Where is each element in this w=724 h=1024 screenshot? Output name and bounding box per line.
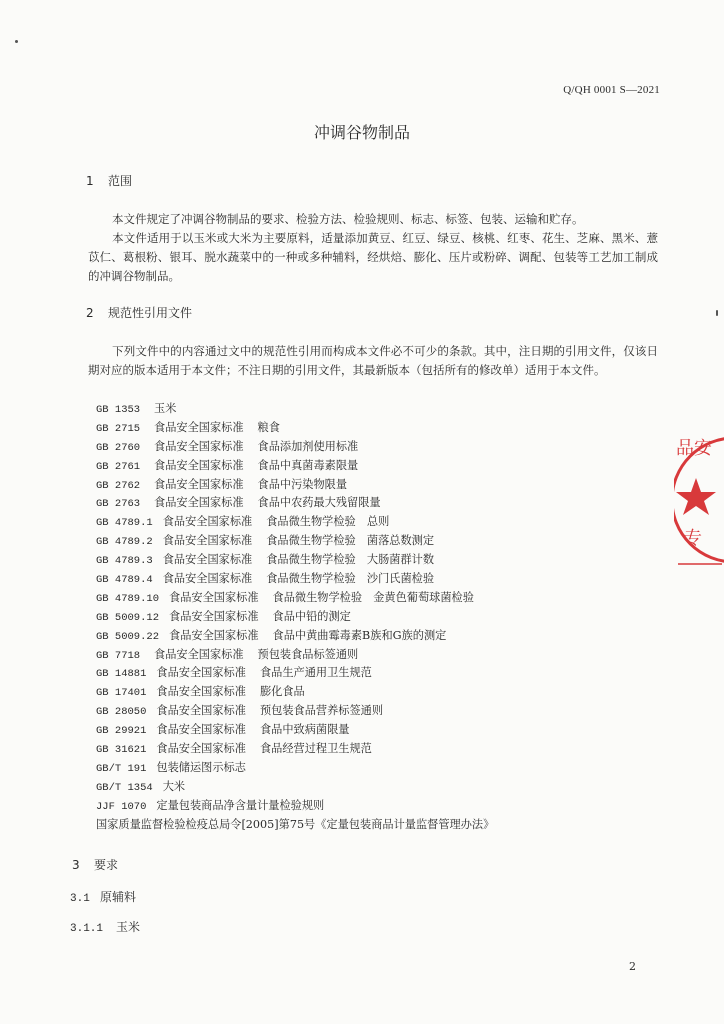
reference-item — [96, 797, 656, 816]
reference-name: 食品中农药最大残留限量 — [257, 496, 381, 510]
document-title: 冲调谷物制品 — [313, 123, 410, 142]
reference-item — [96, 740, 656, 759]
reference-code: GB 28050 — [96, 706, 147, 719]
reference-item — [96, 476, 656, 495]
reference-item — [96, 721, 656, 740]
reference-item — [96, 646, 656, 665]
reference-name: 食品中铅的测定 — [272, 609, 351, 623]
reference-code: GB 5009.12 — [96, 611, 160, 624]
reference-agency: 食品安全国家标准 — [169, 609, 259, 623]
reference-agency: 食品安全国家标准 — [162, 553, 253, 567]
reference-code: GB 2763 — [96, 498, 141, 511]
reference-agency: 食品安全国家标准 — [154, 420, 244, 434]
reference-code: GB 2760 — [96, 441, 141, 454]
scan-speck — [716, 310, 718, 316]
reference-agency: 食品安全国家标准 — [156, 704, 246, 718]
reference-code: GB 14881 — [96, 668, 147, 681]
reference-item — [96, 664, 656, 683]
reference-code: GB 17401 — [96, 687, 147, 700]
reference-agency: 食品安全国家标准 — [156, 723, 246, 737]
reference-code: GB 4789.1 — [96, 517, 153, 530]
section-1-paragraph-2-text: 本文件适用于以玉米或大米为主要原料，适量添加黄豆、红豆、绿豆、核桃、红枣、花生、芝麻、黑米、薏苡仁、葛根粉、银耳、脱水蔬菜中的一种或多种辅料，经烘焙、膨化、压片或粉碎、调配、包装等工艺加工制成的冲调谷物制品。 — [88, 231, 658, 283]
page-number: 2 — [629, 960, 636, 973]
reference-agency: 食品安全国家标准 — [156, 666, 246, 680]
section-1-number: 1 — [86, 174, 94, 188]
section-3-title: 要求 — [94, 858, 119, 872]
reference-code: GB 29921 — [96, 725, 147, 738]
reference-name: 食品生产通用卫生规范 — [259, 666, 372, 680]
official-seal — [674, 420, 724, 580]
scan-speck — [15, 40, 18, 43]
reference-item — [96, 400, 656, 419]
reference-name: 食品微生物学检验 总则 — [266, 515, 390, 529]
section-2-intro — [88, 342, 658, 380]
reference-name: 粮食 — [257, 420, 280, 434]
reference-item — [96, 551, 656, 570]
reference-agency: 食品安全国家标准 — [162, 572, 253, 586]
section-1-paragraph-1 — [88, 210, 658, 229]
reference-name: 食品中黄曲霉毒素B族和G族的测定 — [272, 628, 447, 642]
reference-item — [96, 419, 656, 438]
section-2-heading — [86, 304, 192, 321]
reference-name: 食品经营过程卫生规范 — [259, 742, 372, 756]
reference-item — [96, 702, 656, 721]
reference-name: 大米 — [162, 779, 186, 793]
reference-code: GB 4789.4 — [96, 574, 153, 587]
standard-code: Q/QH 0001 S—2021 — [563, 84, 660, 96]
reference-name: 国家质量监督检验检疫总局令[2005]第75号《定量包装商品计量监督管理办法》 — [96, 817, 495, 831]
seal-text-bottom: 专 — [684, 528, 702, 549]
reference-item — [96, 816, 656, 835]
section-3-1-1-number: 3.1.1 — [70, 923, 104, 935]
reference-item — [96, 457, 656, 476]
reference-name: 定量包装商品净含量计量检验规则 — [156, 798, 325, 812]
reference-code: GB 4789.3 — [96, 555, 153, 568]
reference-item — [96, 438, 656, 457]
reference-code: GB 1353 — [96, 404, 141, 416]
section-3-heading — [72, 856, 118, 873]
seal-graphic — [674, 420, 724, 580]
reference-agency: 食品安全国家标准 — [154, 647, 244, 661]
section-2-title: 规范性引用文件 — [108, 306, 193, 320]
reference-code: GB/T 1354 — [96, 781, 153, 794]
reference-item — [96, 513, 656, 532]
reference-agency: 食品安全国家标准 — [154, 458, 244, 472]
reference-item — [96, 570, 656, 589]
reference-code: GB 5009.22 — [96, 630, 160, 643]
reference-code: GB 2715 — [96, 422, 141, 435]
reference-item — [96, 683, 656, 702]
section-2-number: 2 — [86, 306, 94, 320]
section-1-heading — [86, 172, 132, 189]
reference-name: 膨化食品 — [259, 685, 305, 699]
reference-item — [96, 589, 656, 608]
reference-name: 食品微生物学检验 大肠菌群计数 — [266, 553, 435, 567]
reference-agency: 食品安全国家标准 — [169, 590, 259, 604]
reference-code: GB 4789.10 — [96, 592, 160, 605]
reference-item — [96, 759, 656, 778]
reference-name: 食品中污染物限量 — [257, 477, 348, 491]
reference-code: GB 2762 — [96, 479, 141, 492]
section-3-1-title: 原辅料 — [100, 890, 137, 904]
reference-name: 食品微生物学检验 沙门氏菌检验 — [266, 572, 435, 586]
seal-text-top: 品安 — [676, 438, 712, 459]
reference-code: GB 31621 — [96, 744, 147, 757]
section-3-number: 3 — [72, 858, 80, 872]
reference-agency: 食品安全国家标准 — [169, 628, 259, 642]
reference-agency: 食品安全国家标准 — [162, 515, 253, 529]
reference-agency: 食品安全国家标准 — [156, 685, 246, 699]
normative-references-list — [96, 400, 656, 834]
reference-name: 食品微生物学检验 金黄色葡萄球菌检验 — [272, 590, 474, 604]
section-3-1-1-heading — [70, 918, 140, 935]
reference-code: JJF 1070 — [96, 800, 147, 813]
section-3-1-1-title: 玉米 — [116, 920, 141, 934]
reference-name: 食品中真菌毒素限量 — [257, 458, 359, 472]
reference-item — [96, 627, 656, 646]
reference-item — [96, 532, 656, 551]
section-1-paragraph-1-text: 本文件规定了冲调谷物制品的要求、检验方法、检验规则、标志、标签、包装、运输和贮存。 — [112, 212, 584, 226]
reference-agency: 食品安全国家标准 — [154, 496, 244, 510]
reference-name: 食品添加剂使用标准 — [257, 439, 359, 453]
reference-agency: 食品安全国家标准 — [156, 742, 246, 756]
reference-code: GB 7718 — [96, 649, 141, 662]
reference-name: 包装储运图示标志 — [156, 760, 246, 774]
reference-name: 预包装食品营养标签通则 — [259, 704, 384, 718]
reference-agency: 食品安全国家标准 — [154, 439, 244, 453]
section-2-intro-text: 下列文件中的内容通过文中的规范性引用而构成本文件必不可少的条款。其中，注日期的引用文件，仅该日期对应的版本适用于本文件；不注日期的引用文件，其最新版本（包括所有的修改单）适用于本文件。 — [88, 344, 658, 377]
reference-name: 食品中致病菌限量 — [259, 723, 350, 737]
reference-item — [96, 778, 656, 797]
reference-name: 玉米 — [154, 402, 177, 415]
reference-code: GB 4789.2 — [96, 536, 153, 549]
section-1-paragraph-2 — [88, 229, 658, 286]
section-3-1-number: 3.1 — [70, 893, 90, 905]
reference-item — [96, 608, 656, 627]
reference-code: GB/T 191 — [96, 762, 147, 775]
reference-name: 食品微生物学检验 菌落总数测定 — [266, 534, 435, 548]
reference-code: GB 2761 — [96, 460, 141, 473]
section-1-title: 范围 — [108, 174, 133, 188]
reference-item — [96, 494, 656, 513]
section-3-1-heading — [70, 888, 136, 905]
reference-agency: 食品安全国家标准 — [154, 477, 244, 491]
reference-agency: 食品安全国家标准 — [162, 534, 253, 548]
reference-name: 预包装食品标签通则 — [257, 647, 359, 661]
